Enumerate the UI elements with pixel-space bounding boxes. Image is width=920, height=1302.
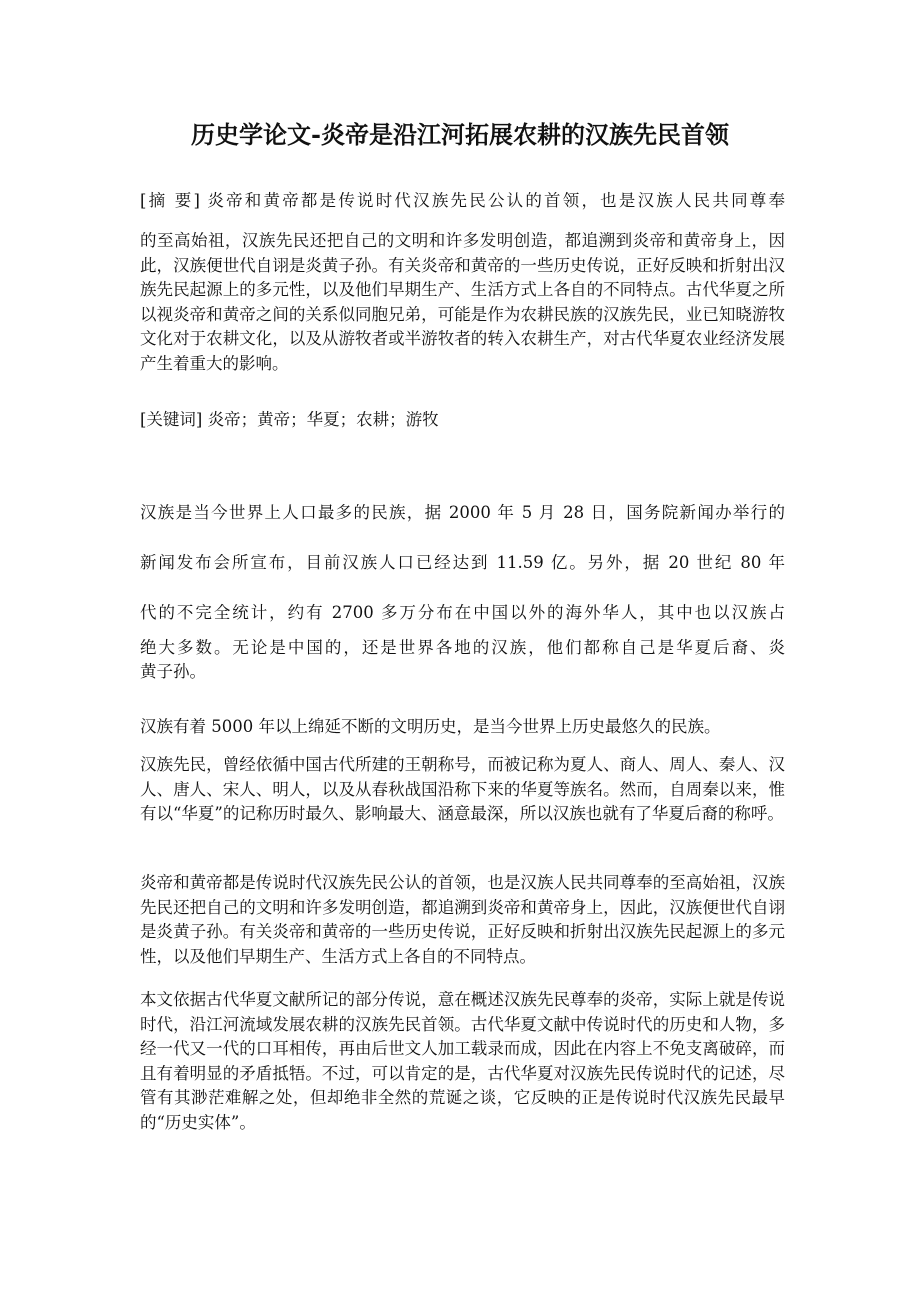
paragraph2: 汉族有着 5000 年以上绵延不断的文明历史，是当今世界上历史最悠久的民族。 bbox=[140, 717, 721, 736]
paragraph1-line1: 汉族是当今世界上人口最多的民族，据 2000 年 5 月 28 日，国务院新闻办举行的 bbox=[140, 503, 785, 522]
keywords-line bbox=[140, 408, 785, 432]
document-title: 历史学论文-炎帝是沿江河拓展农耕的汉族先民首领 bbox=[191, 120, 729, 149]
paragraph3: 汉族先民，曾经依循中国古代所建的王朝称号，而被记称为夏人、商人、周人、秦人、汉人、唐人、宋人、明人，以及从春秋战国沿称下来的华夏等族名。然而，自周秦以来，惟有以“华夏”的记称历时最久、影响最大、涵意最深，所以汉族也就有了华夏后裔的称呼。 bbox=[140, 755, 785, 823]
paragraph4: 炎帝和黄帝都是传说时代汉族先民公认的首领，也是汉族人民共同尊奉的至高始祖，汉族先民还把自己的文明和许多发明创造，都追溯到炎帝和黄帝身上，因此，汉族便世代自诩是炎黄子孙。有关炎帝和黄帝的一些历史传说，正好反映和折射出汉族先民起源上的多元性，以及他们早期生产、生活方式上各自的不同特点。 bbox=[140, 873, 785, 966]
paragraph1-line3: 代的不完全统计，约有 2700 多万分布在中国以外的海外华人，其中也以汉族占 bbox=[140, 603, 785, 622]
abstract-body: 的至高始祖，汉族先民还把自己的文明和许多发明创造，都追溯到炎帝和黄帝身上，因此，汉族便世代自诩是炎黄子孙。有关炎帝和黄帝的一些历史传说，正好反映和折射出汉族先民起源上的多元性，以及他们早期生产、生活方式上各自的不同特点。古代华夏之所以视炎帝和黄帝之间的关系似同胞兄弟，可能是作为农耕民族的汉族先民，业已知晓游牧文化对于农耕文化，以及从游牧者或半游牧者的转入农耕生产，对古代华夏农业经济发展产生着重大的影响。 bbox=[140, 231, 785, 373]
paragraph1-line4: 绝大多数。无论是中国的，还是世界各地的汉族，他们都称自己是华夏后裔、炎 bbox=[140, 638, 785, 657]
paragraph1-line5: 黄子孙。 bbox=[140, 662, 206, 681]
keywords-label: [关键词] bbox=[140, 410, 203, 429]
abstract-first-line bbox=[140, 189, 785, 213]
paragraph5: 本文依据古代华夏文献所记的部分传说，意在概述汉族先民尊奉的炎帝，实际上就是传说时代，沿江河流域发展农耕的汉族先民首领。古代华夏文献中传说时代的历史和人物，多经一代又一代的口耳相传，再由后世文人加工载录而成，因此在内容上不免支离破碎，而且有着明显的矛盾抵牾。不过，可以肯定的是，古代华夏对汉族先民传说时代的记述，尽管有其渺茫难解之处，但却绝非全然的荒诞之谈，它反映的正是传说时代汉族先民最早的“历史实体”。 bbox=[140, 990, 785, 1132]
keywords-text: 炎帝；黄帝；华夏；农耕；游牧 bbox=[207, 410, 439, 429]
abstract-first-text: 炎帝和黄帝都是传说时代汉族先民公认的首领，也是汉族人民共同尊奉 bbox=[207, 191, 785, 210]
abstract-label: [摘 要] bbox=[140, 191, 200, 210]
paragraph1-line2: 新闻发布会所宣布，目前汉族人口已经达到 11.59 亿。另外，据 20 世纪 80 年 bbox=[140, 553, 785, 572]
